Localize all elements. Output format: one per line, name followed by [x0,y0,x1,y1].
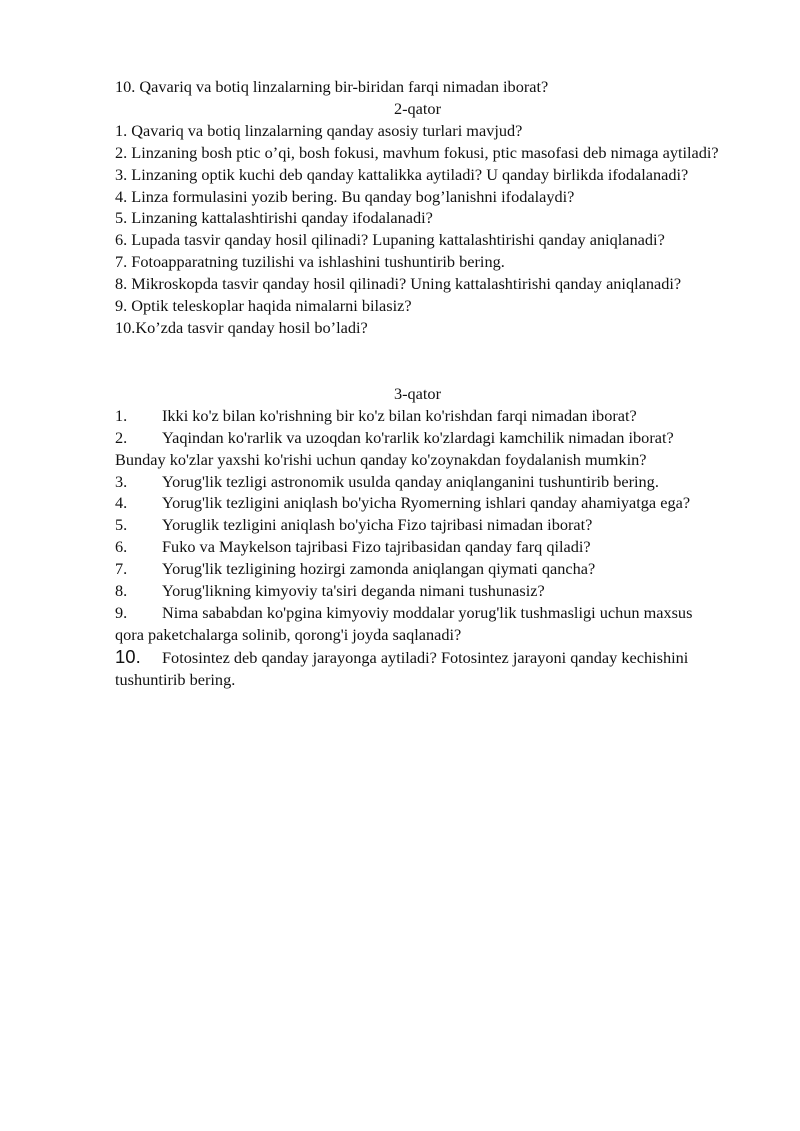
question-number: 7. [115,559,128,579]
question-item: 2. Linzaning bosh ptic o’qi, bosh fokusi, mavhum fokusi, ptic masofasi deb nimaga aytiladi? [115,142,719,162]
question-text: Yorug'lik tezligining hozirgi zamonda aniqlangan qiymati qancha? [162,559,596,579]
numbered-question [115,471,720,493]
question-text: Yorug'likning kimyoviy ta'siri deganda nimani tushunasiz? [162,581,545,601]
question-text: Ikki ko'z bilan ko'rishning bir ko'z bilan ko'rishdan farqi nimadan iborat? [162,405,637,425]
question-number: 9. [115,602,128,622]
numbered-question [115,580,720,602]
question-number: 5. [115,515,128,535]
blank-space [115,339,720,383]
numbered-question [115,405,720,427]
question-item: 1. Qavariq va botiq linzalarning qanday asosiy turlari mavjud? [115,120,523,140]
question-number: 8. [115,581,128,601]
numbered-question [115,536,720,558]
question-text: Fuko va Maykelson tajribasi Fizo tajribasidan qanday farq qiladi? [162,537,591,557]
question-number: 3. [115,471,128,491]
question-number: 4. [115,493,128,513]
question-item: 4. Linza formulasini yozib bering. Bu qanday bog’lanishni ifodalaydi? [115,186,575,206]
question-item: 10. Qavariq va botiq linzalarning bir-biridan farqi nimadan iborat? [115,77,549,96]
question-number: 1. [115,405,128,425]
question-text: Nima sababdan ko'pgina kimyoviy moddalar yorug'lik tushmasligi uchun maxsus qora paketchalarga solinib, qorong'i joyda saqlanadi? [115,602,693,644]
section-heading-2: 2-qator [393,98,441,118]
numbered-question [115,492,720,514]
question-item: 9. Optik teleskoplar haqida nimalarni bilasiz? [115,296,412,316]
question-text: Fotosintez deb qanday jarayonga aytiladi? Fotosintez jarayoni qanday kechishini tushuntirib bering. [115,647,689,689]
question-item: 3. Linzaning optik kuchi deb qanday kattalikka aytiladi? U qanday birlikda ifodalanadi? [115,164,689,184]
numbered-question [115,602,720,646]
section-heading-3: 3-qator [393,383,441,403]
question-text: Yoruglik tezligini aniqlash bo'yicha Fizo tajribasi nimadan iborat? [162,515,593,535]
document-page [115,76,720,691]
numbered-question [115,514,720,536]
question-number: 2. [115,427,128,447]
numbered-question [115,646,720,691]
question-text: Yorug'lik tezligini aniqlash bo'yicha Ryomerning ishlari qanday ahamiyatga ega? [162,493,691,513]
numbered-question [115,558,720,580]
question-number: 6. [115,537,128,557]
question-item: 10.Ko’zda tasvir qanday hosil bo’ladi? [115,317,368,337]
question-item: 5. Linzaning kattalashtirishi qanday ifodalanadi? [115,208,433,228]
numbered-question [115,427,720,471]
question-text: Yaqindan ko'rarlik va uzoqdan ko'rarlik ko'zlardagi kamchilik nimadan iborat? Bunday ko'zlar yaxshi ko'rishi uchun qanday ko'zoynakdan foydalanish mumkin? [115,427,674,469]
question-item: 6. Lupada tasvir qanday hosil qilinadi? Lupaning kattalashtirishi qanday aniqlanadi? [115,230,665,250]
question-text: Yorug'lik tezligi astronomik usulda qanday aniqlanganini tushuntirib bering. [162,471,659,491]
question-number: 10. [115,645,141,667]
question-item: 8. Mikroskopda tasvir qanday hosil qilinadi? Uning kattalashtirishi qanday aniqlanadi? [115,274,682,294]
question-item: 7. Fotoapparatning tuzilishi va ishlashini tushuntirib bering. [115,252,505,272]
